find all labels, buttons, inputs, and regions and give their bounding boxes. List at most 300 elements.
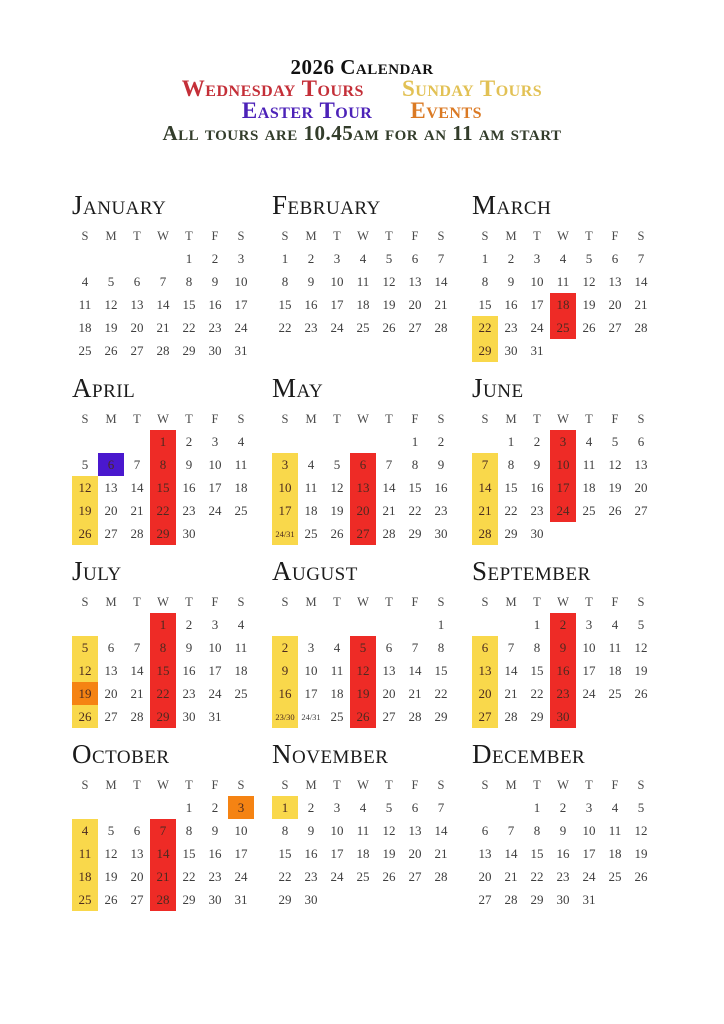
week-row bbox=[72, 453, 254, 476]
day-header: M bbox=[505, 594, 517, 609]
day-header: T bbox=[185, 411, 193, 426]
day-cell: 17 bbox=[582, 845, 596, 861]
day-header: F bbox=[611, 777, 619, 792]
sunday-tour-day: 14 bbox=[472, 476, 498, 499]
day-cell: 14 bbox=[504, 662, 518, 678]
day-headers bbox=[472, 408, 654, 430]
day-cell: 28 bbox=[434, 319, 448, 335]
day-cell: 20 bbox=[130, 868, 144, 884]
month-grid bbox=[272, 225, 454, 362]
sunday-tour-day: 4 bbox=[72, 819, 98, 842]
day-cell: 7 bbox=[437, 250, 445, 266]
week-row bbox=[472, 270, 654, 293]
legend-easter-tour: Easter Tour bbox=[241, 98, 373, 123]
week-row bbox=[72, 293, 254, 316]
month-block bbox=[272, 191, 454, 362]
empty-cell bbox=[324, 430, 350, 453]
day-header: S bbox=[437, 594, 445, 609]
sunday-tour-day: 17 bbox=[272, 499, 298, 522]
week-row bbox=[72, 842, 254, 865]
week-row bbox=[72, 499, 254, 522]
day-header: M bbox=[305, 228, 317, 243]
day-cell: 6 bbox=[611, 250, 619, 266]
day-cell: 9 bbox=[185, 456, 193, 472]
wednesday-tour-day: 22 bbox=[150, 499, 176, 522]
day-headers bbox=[72, 408, 254, 430]
empty-cell bbox=[98, 430, 124, 453]
day-cell: 24/31 bbox=[301, 711, 321, 722]
day-header: F bbox=[211, 228, 219, 243]
day-cell: 13 bbox=[478, 845, 492, 861]
week-row bbox=[272, 636, 454, 659]
day-cell: 1 bbox=[437, 616, 445, 632]
day-cell: 20 bbox=[104, 502, 118, 518]
empty-cell bbox=[150, 796, 176, 819]
day-header: S bbox=[637, 777, 645, 792]
day-cell: 3 bbox=[585, 799, 593, 815]
empty-cell bbox=[124, 430, 150, 453]
empty-cell bbox=[350, 430, 376, 453]
day-cell: 29 bbox=[182, 342, 196, 358]
day-cell: 2 bbox=[185, 433, 193, 449]
day-cell: 2 bbox=[185, 616, 193, 632]
month-title: April bbox=[72, 373, 136, 403]
day-cell: 23 bbox=[556, 868, 570, 884]
month-grid bbox=[472, 408, 654, 545]
day-cell: 26 bbox=[382, 868, 396, 884]
day-header: M bbox=[105, 594, 117, 609]
empty-cell bbox=[628, 705, 654, 728]
day-cell: 10 bbox=[330, 822, 344, 838]
week-row bbox=[272, 522, 454, 545]
day-header: M bbox=[105, 411, 117, 426]
day-header: F bbox=[611, 411, 619, 426]
day-cell: 26 bbox=[608, 502, 622, 518]
day-cell: 1 bbox=[281, 250, 289, 266]
month-grid bbox=[72, 408, 254, 545]
tours-time-note: All tours are 10.45am for an 11 am start bbox=[162, 121, 562, 145]
month-block bbox=[272, 374, 454, 545]
day-cell: 7 bbox=[507, 822, 515, 838]
day-cell: 9 bbox=[307, 822, 315, 838]
day-cell: 5 bbox=[385, 250, 393, 266]
day-cell: 1 bbox=[533, 799, 541, 815]
day-cell: 18 bbox=[582, 479, 596, 495]
day-cell: 11 bbox=[234, 456, 248, 472]
day-cell: 13 bbox=[408, 822, 422, 838]
day-cell: 1 bbox=[481, 250, 489, 266]
day-cell: 15 bbox=[278, 296, 292, 312]
empty-cell bbox=[124, 613, 150, 636]
empty-cell bbox=[498, 796, 524, 819]
week-row bbox=[472, 888, 654, 911]
week-row bbox=[272, 842, 454, 865]
wednesday-tour-day: 5 bbox=[350, 636, 376, 659]
day-cell: 24 bbox=[530, 319, 544, 335]
day-cell: 8 bbox=[533, 639, 541, 655]
day-cell: 25 bbox=[330, 708, 344, 724]
day-cell: 9 bbox=[533, 456, 541, 472]
week-row bbox=[72, 682, 254, 705]
day-cell: 18 bbox=[608, 662, 622, 678]
day-header: T bbox=[133, 594, 141, 609]
day-cell: 1 bbox=[185, 799, 193, 815]
day-cell: 26 bbox=[634, 868, 648, 884]
wednesday-tour-day: 24 bbox=[550, 499, 576, 522]
day-cell: 10 bbox=[208, 456, 222, 472]
day-header: W bbox=[557, 594, 569, 609]
day-cell: 25 bbox=[356, 319, 370, 335]
event-tour-day: 19 bbox=[72, 682, 98, 705]
day-cell: 9 bbox=[437, 456, 445, 472]
day-cell: 18 bbox=[304, 502, 318, 518]
empty-cell bbox=[150, 247, 176, 270]
wednesday-tour-day: 8 bbox=[150, 636, 176, 659]
month-title: January bbox=[72, 190, 167, 220]
sunday-tour-day: 28 bbox=[472, 522, 498, 545]
week-row bbox=[272, 293, 454, 316]
week-row bbox=[272, 453, 454, 476]
day-cell: 2 bbox=[437, 433, 445, 449]
event-tour-day: 3 bbox=[228, 796, 254, 819]
day-cell: 13 bbox=[104, 662, 118, 678]
day-cell: 1 bbox=[533, 616, 541, 632]
day-cell: 19 bbox=[608, 479, 622, 495]
day-cell: 24 bbox=[234, 319, 248, 335]
week-row bbox=[472, 293, 654, 316]
month-block bbox=[72, 191, 254, 362]
day-header: T bbox=[585, 228, 593, 243]
empty-cell bbox=[498, 613, 524, 636]
day-cell: 15 bbox=[434, 662, 448, 678]
month-grid bbox=[272, 774, 454, 911]
week-row bbox=[272, 865, 454, 888]
day-cell: 7 bbox=[637, 250, 645, 266]
day-cell: 12 bbox=[382, 273, 396, 289]
day-cell: 13 bbox=[408, 273, 422, 289]
day-cell: 20 bbox=[104, 685, 118, 701]
empty-cell bbox=[324, 888, 350, 911]
sunday-tour-day: 1 bbox=[272, 796, 298, 819]
legend-wednesday-tours: Wednesday Tours bbox=[181, 76, 364, 101]
day-cell: 11 bbox=[234, 639, 248, 655]
wednesday-tour-day: 13 bbox=[350, 476, 376, 499]
day-header: T bbox=[185, 594, 193, 609]
week-row bbox=[472, 499, 654, 522]
day-cell: 21 bbox=[382, 502, 396, 518]
empty-cell bbox=[350, 613, 376, 636]
week-row bbox=[72, 476, 254, 499]
day-headers bbox=[272, 591, 454, 613]
week-row bbox=[72, 247, 254, 270]
empty-cell bbox=[628, 888, 654, 911]
day-cell: 29 bbox=[530, 708, 544, 724]
day-cell: 4 bbox=[359, 250, 367, 266]
week-row bbox=[472, 682, 654, 705]
empty-cell bbox=[376, 430, 402, 453]
day-cell: 21 bbox=[130, 502, 144, 518]
day-cell: 31 bbox=[208, 708, 222, 724]
day-header: S bbox=[81, 777, 89, 792]
day-header: T bbox=[185, 777, 193, 792]
empty-cell bbox=[472, 796, 498, 819]
wednesday-tour-day: 8 bbox=[150, 453, 176, 476]
day-cell: 10 bbox=[582, 822, 596, 838]
day-cell: 20 bbox=[478, 868, 492, 884]
day-cell: 14 bbox=[130, 662, 144, 678]
wednesday-tour-day: 23 bbox=[550, 682, 576, 705]
day-cell: 11 bbox=[330, 662, 344, 678]
sunday-tour-day: 12 bbox=[72, 476, 98, 499]
empty-cell bbox=[628, 339, 654, 362]
month-grid bbox=[472, 774, 654, 911]
day-cell: 30 bbox=[208, 891, 222, 907]
empty-cell bbox=[472, 430, 498, 453]
wednesday-tour-day: 7 bbox=[150, 819, 176, 842]
day-cell: 2 bbox=[507, 250, 515, 266]
day-cell: 5 bbox=[637, 799, 645, 815]
day-cell: 21 bbox=[156, 319, 170, 335]
week-row bbox=[272, 247, 454, 270]
empty-cell bbox=[72, 613, 98, 636]
day-cell: 16 bbox=[208, 845, 222, 861]
day-cell: 19 bbox=[634, 845, 648, 861]
day-cell: 23 bbox=[434, 502, 448, 518]
day-cell: 11 bbox=[608, 639, 622, 655]
day-cell: 20 bbox=[130, 319, 144, 335]
day-cell: 3 bbox=[333, 250, 341, 266]
day-header: S bbox=[637, 594, 645, 609]
day-cell: 9 bbox=[559, 822, 567, 838]
day-cell: 18 bbox=[234, 479, 248, 495]
wednesday-tour-day: 16 bbox=[550, 659, 576, 682]
day-cell: 7 bbox=[133, 639, 141, 655]
day-cell: 24 bbox=[582, 685, 596, 701]
day-cell: 21 bbox=[130, 685, 144, 701]
day-cell: 4 bbox=[237, 433, 245, 449]
day-cell: 10 bbox=[582, 639, 596, 655]
day-cell: 16 bbox=[182, 479, 196, 495]
day-header: T bbox=[185, 228, 193, 243]
sunday-tour-day: 3 bbox=[272, 453, 298, 476]
day-cell: 10 bbox=[234, 822, 248, 838]
day-header: M bbox=[305, 594, 317, 609]
empty-cell bbox=[576, 339, 602, 362]
empty-cell bbox=[402, 613, 428, 636]
day-cell: 14 bbox=[434, 822, 448, 838]
month-grid bbox=[472, 225, 654, 362]
day-cell: 8 bbox=[533, 822, 541, 838]
day-cell: 15 bbox=[182, 845, 196, 861]
legend-sunday-tours: Sunday Tours bbox=[401, 76, 543, 101]
sunday-tour-day: 10 bbox=[272, 476, 298, 499]
day-header: M bbox=[105, 228, 117, 243]
day-cell: 1 bbox=[411, 433, 419, 449]
day-cell: 8 bbox=[281, 273, 289, 289]
day-header: S bbox=[437, 777, 445, 792]
day-cell: 7 bbox=[411, 639, 419, 655]
day-cell: 22 bbox=[278, 868, 292, 884]
day-header: W bbox=[157, 777, 169, 792]
week-row bbox=[72, 865, 254, 888]
day-cell: 13 bbox=[634, 456, 648, 472]
legend-line-2 bbox=[0, 100, 724, 122]
day-cell: 28 bbox=[130, 525, 144, 541]
day-cell: 6 bbox=[481, 822, 489, 838]
day-header: T bbox=[533, 411, 541, 426]
day-header: T bbox=[133, 411, 141, 426]
day-cell: 18 bbox=[78, 319, 92, 335]
day-cell: 5 bbox=[637, 616, 645, 632]
day-cell: 20 bbox=[634, 479, 648, 495]
empty-cell bbox=[98, 796, 124, 819]
week-row bbox=[472, 796, 654, 819]
day-cell: 21 bbox=[504, 685, 518, 701]
day-header: M bbox=[305, 777, 317, 792]
week-row bbox=[472, 865, 654, 888]
day-cell: 24 bbox=[208, 502, 222, 518]
day-cell: 5 bbox=[333, 456, 341, 472]
day-header: W bbox=[357, 228, 369, 243]
day-headers bbox=[472, 225, 654, 247]
day-header: W bbox=[157, 228, 169, 243]
day-cell: 29 bbox=[530, 891, 544, 907]
month-title: May bbox=[272, 373, 324, 403]
day-cell: 11 bbox=[356, 273, 370, 289]
month-title: March bbox=[472, 190, 552, 220]
day-header: M bbox=[305, 411, 317, 426]
day-cell: 23 bbox=[182, 685, 196, 701]
day-cell: 3 bbox=[533, 250, 541, 266]
wednesday-tour-day: 29 bbox=[150, 522, 176, 545]
week-row bbox=[472, 453, 654, 476]
week-row bbox=[72, 339, 254, 362]
day-cell: 24 bbox=[330, 868, 344, 884]
day-cell: 31 bbox=[530, 342, 544, 358]
day-cell: 10 bbox=[208, 639, 222, 655]
day-cell: 28 bbox=[634, 319, 648, 335]
day-cell: 21 bbox=[408, 685, 422, 701]
month-block bbox=[72, 374, 254, 545]
day-header: T bbox=[533, 228, 541, 243]
day-header: S bbox=[481, 411, 489, 426]
month-block bbox=[272, 557, 454, 728]
empty-cell bbox=[628, 522, 654, 545]
week-row bbox=[472, 613, 654, 636]
empty-cell bbox=[550, 339, 576, 362]
empty-cell bbox=[402, 888, 428, 911]
day-header: F bbox=[411, 228, 419, 243]
day-cell: 17 bbox=[208, 662, 222, 678]
day-cell: 4 bbox=[611, 616, 619, 632]
day-cell: 3 bbox=[211, 433, 219, 449]
empty-cell bbox=[298, 613, 324, 636]
day-cell: 19 bbox=[104, 319, 118, 335]
day-cell: 2 bbox=[559, 799, 567, 815]
day-cell: 14 bbox=[156, 296, 170, 312]
day-header: T bbox=[585, 777, 593, 792]
day-cell: 21 bbox=[504, 868, 518, 884]
sunday-tour-day: 12 bbox=[72, 659, 98, 682]
day-cell: 8 bbox=[507, 456, 515, 472]
wednesday-tour-day: 12 bbox=[350, 659, 376, 682]
day-header: S bbox=[637, 411, 645, 426]
day-cell: 30 bbox=[434, 525, 448, 541]
day-cell: 27 bbox=[408, 319, 422, 335]
day-cell: 13 bbox=[130, 845, 144, 861]
day-header: T bbox=[533, 777, 541, 792]
week-row bbox=[472, 316, 654, 339]
wednesday-tour-day: 18 bbox=[550, 293, 576, 316]
week-row bbox=[72, 819, 254, 842]
day-cell: 31 bbox=[234, 342, 248, 358]
day-header: S bbox=[481, 777, 489, 792]
empty-cell bbox=[376, 888, 402, 911]
empty-cell bbox=[376, 339, 402, 362]
day-cell: 8 bbox=[185, 273, 193, 289]
day-header: T bbox=[585, 594, 593, 609]
day-cell: 2 bbox=[307, 799, 315, 815]
day-headers bbox=[72, 225, 254, 247]
day-cell: 25 bbox=[356, 868, 370, 884]
day-header: W bbox=[557, 228, 569, 243]
week-row bbox=[472, 636, 654, 659]
day-cell: 4 bbox=[585, 433, 593, 449]
day-header: S bbox=[437, 228, 445, 243]
wednesday-tour-day: 1 bbox=[150, 613, 176, 636]
day-cell: 4 bbox=[237, 616, 245, 632]
day-header: S bbox=[481, 228, 489, 243]
day-header: S bbox=[437, 411, 445, 426]
wednesday-tour-day: 6 bbox=[350, 453, 376, 476]
day-cell: 16 bbox=[530, 479, 544, 495]
day-cell: 5 bbox=[611, 433, 619, 449]
day-cell: 7 bbox=[159, 273, 167, 289]
day-cell: 28 bbox=[504, 891, 518, 907]
day-cell: 19 bbox=[104, 868, 118, 884]
day-cell: 27 bbox=[608, 319, 622, 335]
wednesday-tour-day: 2 bbox=[550, 613, 576, 636]
month-title: September bbox=[472, 556, 591, 586]
months-grid bbox=[72, 191, 654, 911]
day-cell: 16 bbox=[434, 479, 448, 495]
day-cell: 14 bbox=[382, 479, 396, 495]
day-cell: 15 bbox=[530, 845, 544, 861]
sunday-tour-day: 6 bbox=[472, 636, 498, 659]
day-cell: 11 bbox=[304, 479, 318, 495]
week-row bbox=[472, 339, 654, 362]
wednesday-tour-day: 10 bbox=[550, 453, 576, 476]
day-header: W bbox=[557, 411, 569, 426]
week-row bbox=[72, 636, 254, 659]
day-cell: 30 bbox=[182, 525, 196, 541]
week-row bbox=[472, 842, 654, 865]
day-header: F bbox=[411, 777, 419, 792]
day-headers bbox=[72, 774, 254, 796]
day-header: M bbox=[505, 411, 517, 426]
empty-cell bbox=[472, 613, 498, 636]
empty-cell bbox=[350, 339, 376, 362]
day-cell: 17 bbox=[208, 479, 222, 495]
empty-cell bbox=[272, 339, 298, 362]
empty-cell bbox=[298, 339, 324, 362]
week-row bbox=[472, 247, 654, 270]
wednesday-tour-day: 21 bbox=[150, 865, 176, 888]
day-cell: 22 bbox=[182, 319, 196, 335]
day-cell: 28 bbox=[504, 708, 518, 724]
empty-cell bbox=[228, 705, 254, 728]
day-cell: 10 bbox=[530, 273, 544, 289]
